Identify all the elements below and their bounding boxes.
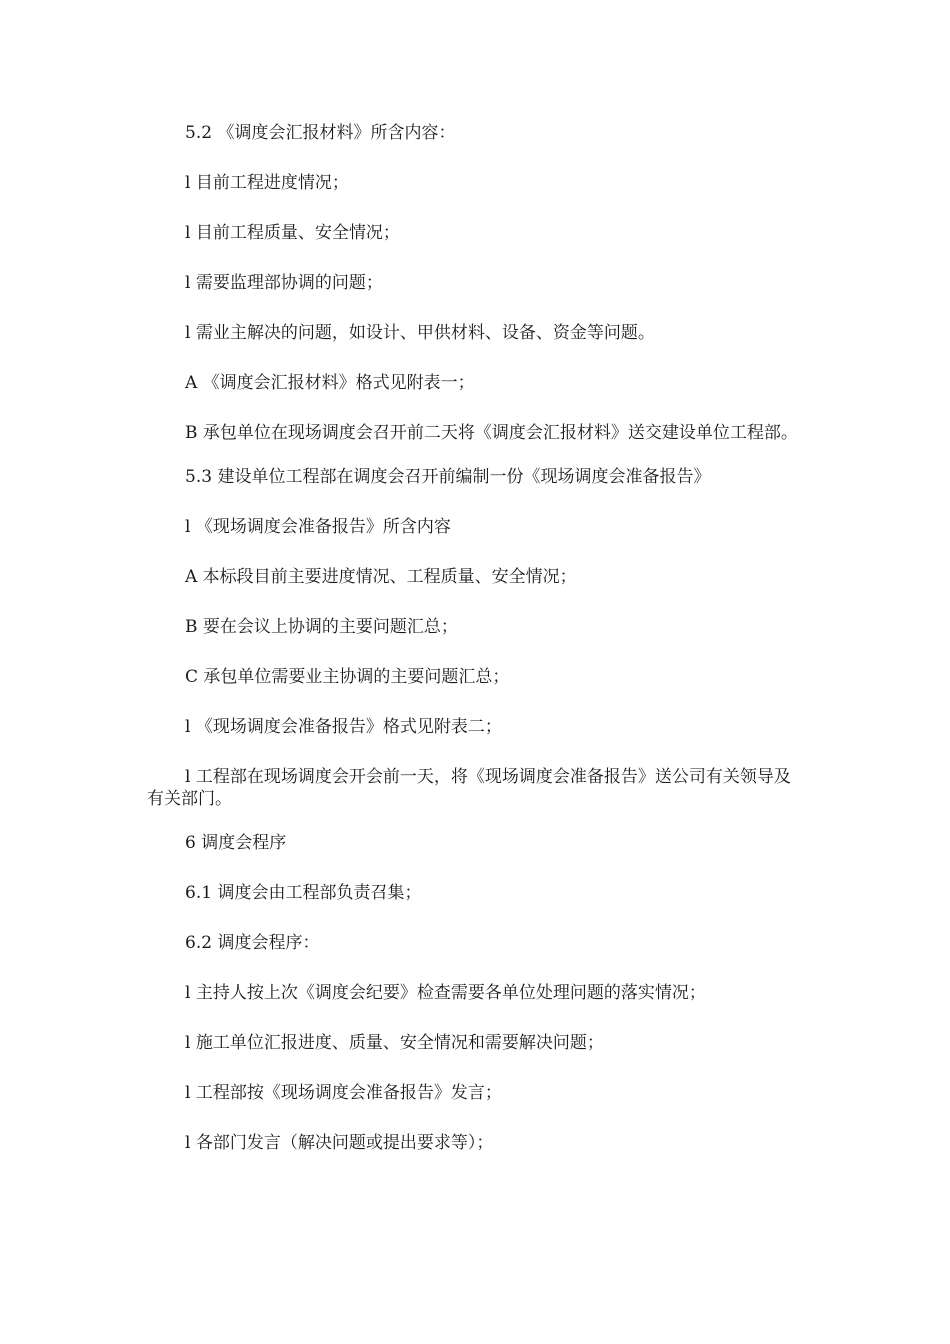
sub-item-a: A 本标段目前主要进度情况、工程质量、安全情况； (185, 567, 577, 587)
list-item: l 《现场调度会准备报告》格式见附表二； (185, 717, 502, 737)
section-6-2: 6.2 调度会程序： (185, 933, 320, 953)
list-item: l 《现场调度会准备报告》所含内容 (185, 517, 451, 537)
section-6-1: 6.1 调度会由工程部负责召集； (185, 883, 422, 903)
note-b: B 承包单位在现场调度会召开前二天将《调度会汇报材料》送交建设单位工程部。 (185, 423, 798, 443)
list-item: l 目前工程进度情况； (185, 173, 349, 193)
section-5-3-heading: 5.3 建设单位工程部在调度会召开前编制一份《现场调度会准备报告》 (185, 467, 711, 487)
list-item: l 各部门发言（解决问题或提出要求等）； (185, 1133, 494, 1153)
list-item: l 工程部在现场调度会开会前一天，将《现场调度会准备报告》送公司有关领导及有关部门。 (147, 767, 791, 809)
note-a: A 《调度会汇报材料》格式见附表一； (185, 373, 475, 393)
section-5-2-heading: 5.2 《调度会汇报材料》所含内容： (185, 123, 456, 143)
sub-item-c: C 承包单位需要业主协调的主要问题汇总； (185, 667, 510, 687)
document-body (147, 122, 807, 1182)
list-item: l 需业主解决的问题，如设计、甲供材料、设备、资金等问题。 (185, 323, 655, 343)
list-item: l 目前工程质量、安全情况； (185, 223, 400, 243)
list-item: l 工程部按《现场调度会准备报告》发言； (185, 1083, 502, 1103)
sub-item-b: B 要在会议上协调的主要问题汇总； (185, 617, 458, 637)
list-item: l 主持人按上次《调度会纪要》检查需要各单位处理问题的落实情况； (185, 983, 706, 1003)
section-6-heading: 6 调度会程序 (185, 833, 287, 853)
list-item: l 施工单位汇报进度、质量、安全情况和需要解决问题； (185, 1033, 604, 1053)
list-item: l 需要监理部协调的问题； (185, 273, 383, 293)
